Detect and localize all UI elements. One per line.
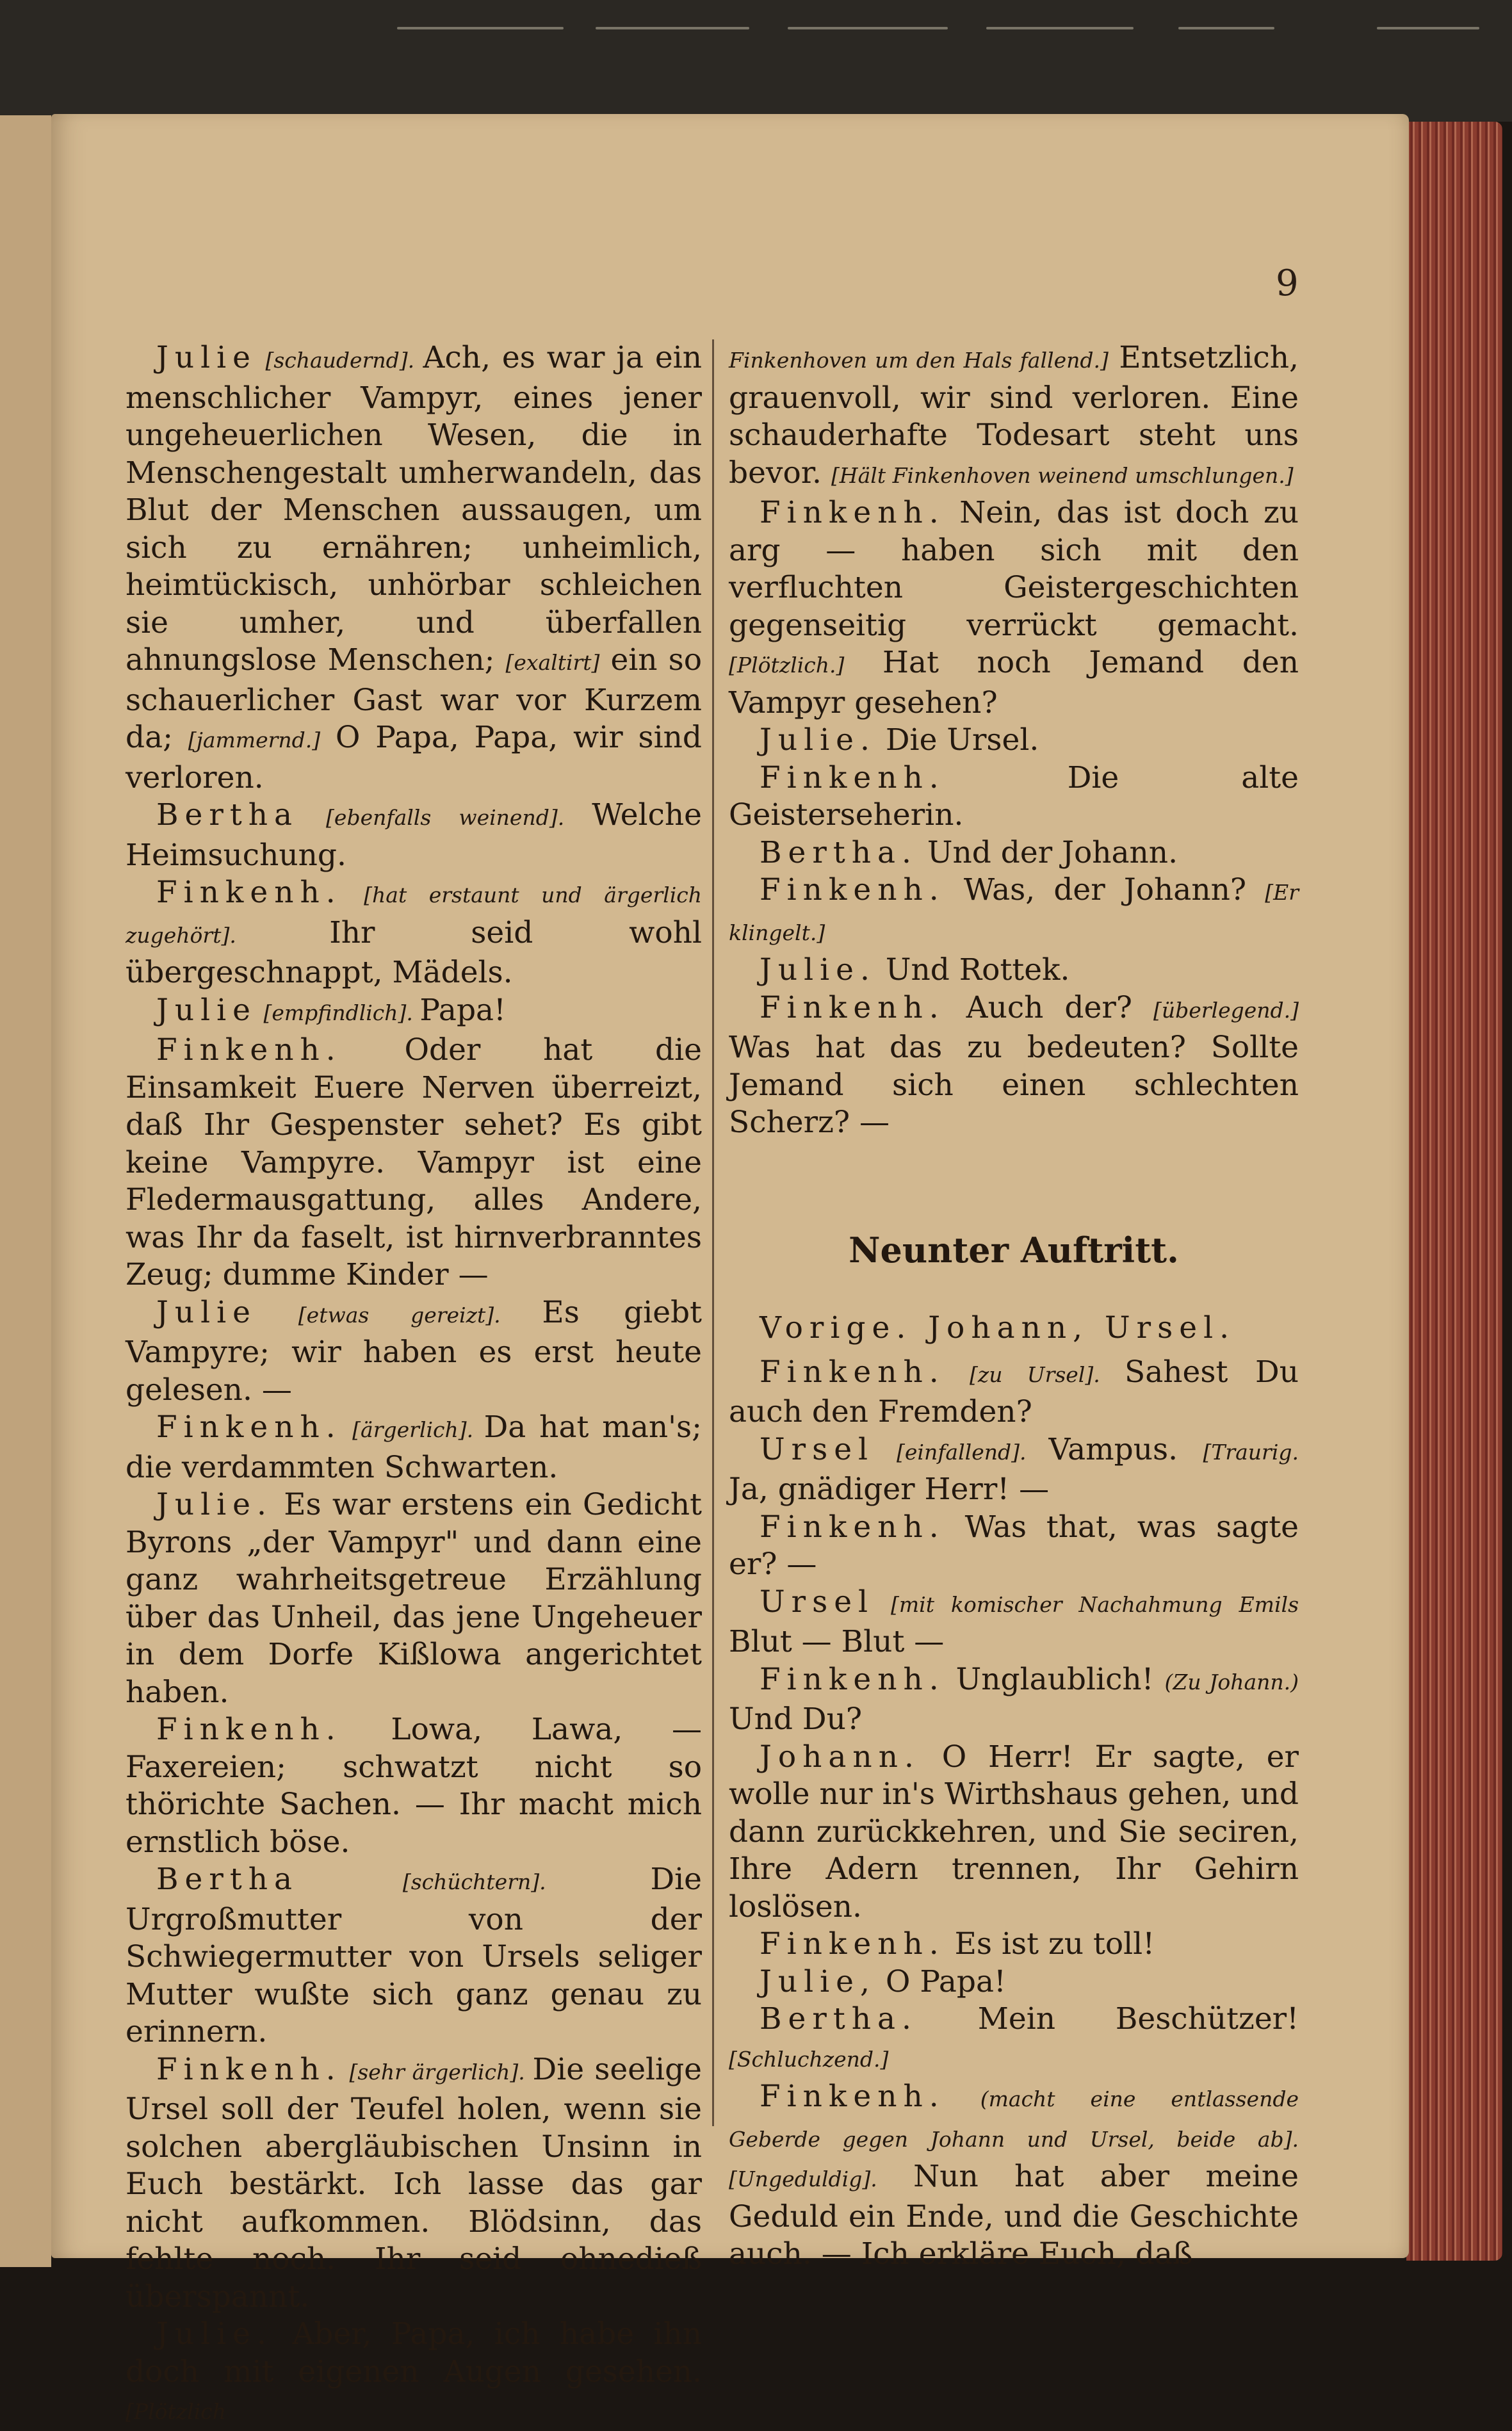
book-cover-edge — [0, 0, 1512, 122]
dialogue-paragraph — [729, 872, 1299, 952]
speaker-name: Bertha — [156, 797, 298, 833]
stage-direction: [überlegend.] — [1153, 997, 1299, 1023]
dialogue-paragraph — [729, 989, 1299, 1142]
speaker-name: Johann. — [760, 1739, 920, 1775]
dialogue-text: Es war erstens ein Gedicht Byrons „der Vampyr" und dann eine ganz wahrheitsgetreue Erzählung über das Unheil, das jene Ungeheuer in dem Dorfe Kißlowa angerichtet haben. — [126, 1487, 702, 1710]
dialogue-text: Mein Beschützer! — [917, 2001, 1299, 2037]
dialogue-paragraph — [729, 1739, 1299, 1926]
dialogue-text: O Papa, Papa, wir sind verloren. — [126, 720, 702, 795]
dialogue-paragraph — [126, 992, 702, 1032]
dialogue-text: Auch der? — [945, 989, 1153, 1025]
page-block-edge — [1406, 122, 1502, 2261]
stage-direction: [exaltirt] — [505, 650, 600, 675]
dialogue-paragraph — [729, 1354, 1299, 1431]
dialogue-text: Welche Heimsuchung. — [126, 797, 702, 873]
dialogue-paragraph — [126, 2316, 702, 2431]
speaker-name: Finkenh. — [760, 2079, 945, 2114]
stitch-mark — [986, 27, 1134, 29]
stage-direction: [ärgerlich]. — [341, 1417, 484, 1442]
dialogue-text: Ihr seid wohl übergeschnappt, Mädels. — [126, 915, 702, 990]
speaker-name: Julie. — [156, 2316, 273, 2352]
stage-direction: [mit komischer Nachahmung Emils — [874, 1591, 1299, 1617]
dialogue-paragraph — [126, 1294, 702, 1410]
dialogue-paragraph — [729, 1431, 1299, 1509]
dialogue-paragraph — [126, 1486, 702, 1711]
dialogue-text: O Herr! Er sagte, er wolle nur in's Wirthshaus gehen, und dann zurückkehren, und Sie seciren, Ihre Adern trennen, Ihr Gehirn loslösen. — [729, 1739, 1299, 1924]
dialogue-text: Es ist zu toll! — [945, 1926, 1155, 1962]
stage-direction: [ebenfalls weinend]. — [298, 805, 592, 830]
dialogue-text: Die Ursel. — [875, 722, 1039, 758]
dialogue-text: Was, der Johann? — [945, 872, 1265, 907]
dialogue-paragraph — [126, 1032, 702, 1294]
dialogue-text: Lowa, Lawa, — Faxereien; schwatzt nicht so thörichte Sachen. — Ihr macht mich ernstlich böse. — [126, 1712, 702, 1860]
dialogue-text: Unglaublich! — [945, 1661, 1165, 1697]
dialogue-text: Die Urgroßmutter von der Schwiegermutter von Ursels seliger Mutter wußte sich ganz genau zu erinnern. — [126, 1862, 702, 2049]
speaker-name: Finkenh. — [156, 1032, 342, 1068]
speaker-name: Ursel — [760, 1431, 875, 1467]
speaker-name: Ursel — [760, 1584, 875, 1620]
column-divider — [712, 339, 714, 2126]
speaker-name: Finkenh. — [760, 760, 945, 795]
stage-direction: (Zu Johann.) — [1164, 1669, 1299, 1695]
dialogue-paragraph — [729, 1661, 1299, 1739]
dialogue-text: Blut — Blut — — [729, 1624, 945, 1659]
stage-direction: [empfindlich]. — [257, 1000, 420, 1025]
dialogue-paragraph — [126, 1711, 702, 1861]
speaker-name: Finkenh. — [156, 2051, 342, 2087]
stage-direction: [Hält Finkenhoven weinend umschlungen.] — [831, 462, 1294, 488]
dialogue-text: Die seelige Ursel soll der Teufel holen, wenn sie solchen abergläubischen Unsinn in Euch bestärkt. Ich lasse das gar nicht aufkommen. Blödsinn, das fehlte noch. Ihr seid ohnedieß überspannt. — [126, 2051, 702, 2314]
dialogue-text: Nun hat aber meine Geduld ein Ende, und die Geschichte auch. — Ich erkläre Euch, daß — [729, 2159, 1299, 2272]
speaker-name: Finkenh. — [760, 872, 945, 907]
dialogue-text: ein so schauerlicher Gast war vor Kurzem da; — [126, 642, 702, 755]
dialogue-paragraph — [126, 1409, 702, 1486]
speaker-name: Julie. — [760, 722, 876, 758]
stage-direction: [Schluchzend.] — [729, 2046, 889, 2072]
stage-direction: Finkenhoven um den Hals fallend.] — [729, 348, 1109, 373]
stitch-mark — [397, 27, 564, 29]
dialogue-paragraph — [729, 722, 1299, 760]
dialogue-text: Die alte Geisterseherin. — [729, 760, 1299, 833]
stage-direction: (macht eine entlassende Geberde gegen Johann und Ursel, beide ab]. [Ungeduldig]. — [729, 2086, 1299, 2191]
dialogue-paragraph — [126, 797, 702, 874]
dialogue-text: Da hat man's; die verdammten Schwarten. — [126, 1410, 702, 1485]
right-column — [729, 339, 1299, 2273]
speaker-name: Finkenh. — [156, 875, 342, 910]
dialogue-paragraph — [126, 2051, 702, 2316]
page-number: 9 — [1276, 263, 1299, 304]
dialogue-text: Und der Johann. — [917, 834, 1178, 870]
dialogue-text: Oder hat die Einsamkeit Euere Nerven überreizt, daß Ihr Gespenster sehet? Es gibt keine Vampyre. Vampyr ist eine Fledermausgattung, alles Andere, was Ihr da faselt, ist hirnverbranntes Zeug; dumme Kinder — — [126, 1032, 702, 1292]
speaker-name: Finkenh. — [760, 495, 945, 530]
dialogue-text: Und Rottek. — [875, 952, 1070, 988]
dialogue-paragraph — [729, 1509, 1299, 1584]
dialogue-paragraph — [729, 2001, 1299, 2078]
dialogue-paragraph — [729, 1926, 1299, 1964]
dialogue-paragraph — [729, 760, 1299, 834]
stage-direction: [hat erstaunt und ärgerlich zugehört]. — [126, 882, 702, 948]
stage-direction: [jammernd.] — [188, 728, 321, 752]
cast-line: Vorige. Johann, Ursel. — [760, 1310, 1236, 1346]
right-column-dialogue-bottom — [729, 1354, 1299, 2273]
stage-direction: [zu Ursel]. — [945, 1362, 1125, 1387]
dialogue-paragraph — [126, 874, 702, 992]
left-column — [126, 339, 702, 2431]
dialogue-text: Vampus. — [1048, 1431, 1203, 1467]
dialogue-paragraph — [729, 834, 1299, 872]
stitch-mark — [1377, 27, 1479, 29]
speaker-name: Bertha. — [760, 2001, 918, 2037]
dialogue-text: Entsetzlich, grauenvoll, wir sind verloren. Eine schauderhafte Todesart steht uns bevor. — [729, 340, 1299, 491]
dialogue-text: Papa! — [419, 992, 506, 1028]
right-column-dialogue-top — [729, 339, 1299, 1142]
dialogue-text: Und Du? — [729, 1702, 863, 1737]
dialogue-text: Es giebt Vampyre; wir haben es erst heute gelesen. — — [126, 1294, 702, 1408]
dialogue-text: Ach, es war ja ein menschlicher Vampyr, eines jener ungeheuerlichen Wesen, die in Menschengestalt umherwandeln, das Blut der Menschen aussaugen, um sich zu ernähren; unheimlich, heimtückisch, unhörbar schleichen sie umher, und überfallen ahnungslose Menschen; — [126, 340, 702, 678]
dialogue-text: Was hat das zu bedeuten? Sollte Jemand sich einen schlechten Scherz? — — [729, 1030, 1299, 1140]
dialogue-paragraph — [729, 952, 1299, 989]
stage-direction: [Er klingelt.] — [729, 880, 1299, 945]
dialogue-paragraph — [729, 339, 1299, 494]
speaker-name: Finkenh. — [760, 1926, 945, 1962]
speaker-name: Julie — [156, 992, 257, 1028]
scene-heading: Neunter Auftritt. — [849, 1229, 1179, 1271]
dialogue-text: Sahest Du auch den Fremden? — [729, 1354, 1299, 1429]
dialogue-paragraph — [729, 1584, 1299, 1661]
speaker-name: Julie — [156, 340, 257, 375]
dialogue-text: Hat noch Jemand den Vampyr gesehen? — [729, 645, 1299, 720]
speaker-name: Julie. — [156, 1487, 273, 1522]
stage-direction: [Traurig. — [1203, 1439, 1299, 1465]
stage-direction: [einfallend]. — [874, 1439, 1049, 1465]
speaker-name: Bertha — [156, 1862, 298, 1897]
stitch-mark — [1178, 27, 1274, 29]
speaker-name: Julie. — [760, 952, 876, 988]
stage-direction: [etwas gereizt]. — [257, 1302, 542, 1328]
facing-page-edge — [0, 115, 51, 2267]
speaker-name: Finkenh. — [760, 1509, 945, 1545]
dialogue-text: Was that, was sagte er? — — [729, 1509, 1299, 1582]
speaker-name: Finkenh. — [760, 989, 945, 1025]
dialogue-paragraph — [126, 339, 702, 797]
speaker-name: Julie — [156, 1294, 257, 1330]
speaker-name: Finkenh. — [156, 1712, 342, 1747]
stitch-mark — [596, 27, 749, 29]
dialogue-text: Aber, Papa, ich habe ihn doch mit eigenen Augen gesehen. — [126, 2316, 702, 2389]
speaker-name: Bertha. — [760, 834, 918, 870]
speaker-name: Finkenh. — [156, 1410, 342, 1445]
speaker-name: Finkenh. — [760, 1354, 945, 1390]
dialogue-paragraph — [729, 2078, 1299, 2273]
dialogue-paragraph — [729, 1964, 1299, 2001]
dialogue-text: O Papa! — [875, 1964, 1006, 1999]
stage-direction: [Plötzlich.] — [729, 653, 845, 678]
stage-direction: [Plötzlich — [126, 2399, 226, 2424]
dialogue-text: Nein, das ist doch zu arg — haben sich mit den verfluchten Geistergeschichten gegenseitig verrückt gemacht. — [729, 495, 1299, 643]
dialogue-paragraph — [126, 1861, 702, 2051]
stage-direction: [sehr ärgerlich]. — [341, 2059, 533, 2085]
stitch-mark — [788, 27, 948, 29]
speaker-name: Julie, — [760, 1964, 876, 1999]
stage-direction: [schüchtern]. — [298, 1869, 651, 1894]
stage-direction: [schaudernd]. — [257, 348, 423, 373]
dialogue-text: Ja, gnädiger Herr! — — [729, 1472, 1050, 1507]
dialogue-paragraph — [729, 494, 1299, 722]
speaker-name: Finkenh. — [760, 1661, 945, 1697]
